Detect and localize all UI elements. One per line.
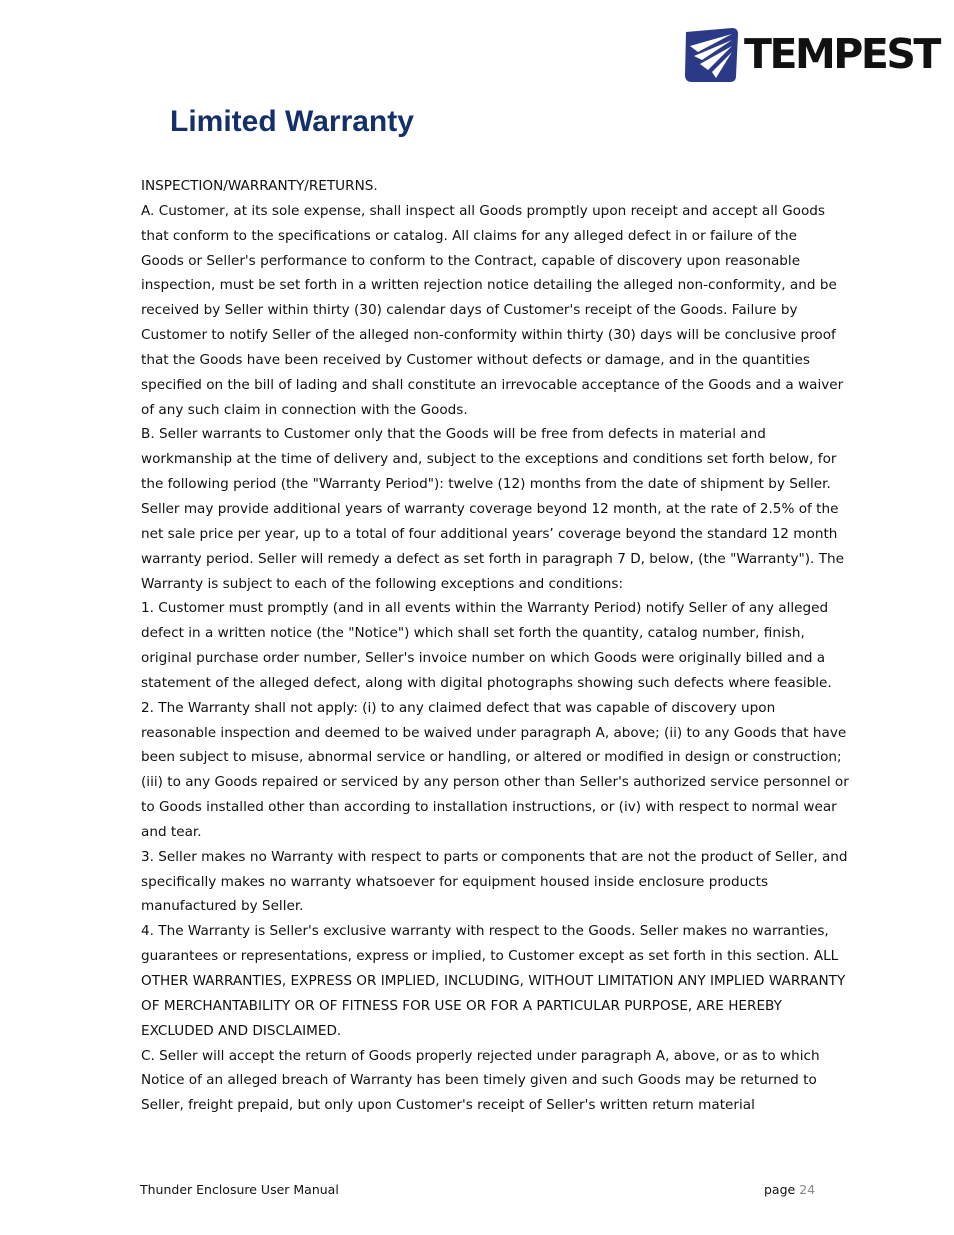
- text-line: original purchase order number, Seller's invoice number on which Goods were originally billed and a: [141, 650, 826, 667]
- text-line: received by Seller within thirty (30) calendar days of Customer's receipt of the Goods. Failure by: [141, 302, 798, 319]
- text-line: Warranty is subject to each of the following exceptions and conditions:: [141, 575, 624, 592]
- text-line: (iii) to any Goods repaired or serviced by any person other than Seller's authorized service personnel or: [141, 774, 849, 791]
- footer-manual-title: Thunder Enclosure User Manual: [140, 1182, 339, 1197]
- text-line: OTHER WARRANTIES, EXPRESS OR IMPLIED, INCLUDING, WITHOUT LIMITATION ANY IMPLIED WARRANTY: [141, 973, 846, 989]
- warranty-text: [141, 174, 847, 1118]
- text-line: of any such claim in connection with the Goods.: [141, 401, 468, 418]
- text-line: Customer to notify Seller of the alleged non-conformity within thirty (30) days will be conclusive proof: [141, 327, 836, 344]
- text-line: the following period (the "Warranty Period"): twelve (12) months from the date of shipment by Seller.: [141, 476, 831, 493]
- text-line: that the Goods have been received by Customer without defects or damage, and in the quantities: [141, 351, 810, 368]
- text-line: B. Seller warrants to Customer only that the Goods will be free from defects in material and: [141, 426, 766, 443]
- tempest-logo-icon: [682, 26, 740, 84]
- text-line: Seller may provide additional years of warranty coverage beyond 12 month, at the rate of 2.5% of the: [141, 500, 839, 517]
- text-line: Notice of an alleged breach of Warranty has been timely given and such Goods may be returned to: [141, 1072, 817, 1089]
- text-line: 1. Customer must promptly (and in all events within the Warranty Period) notify Seller of any alleged: [141, 600, 829, 617]
- text-line: and tear.: [141, 823, 202, 840]
- footer-page-number: 24: [799, 1182, 816, 1197]
- text-line: 2. The Warranty shall not apply: (i) to any claimed defect that was capable of discovery upon: [141, 699, 776, 716]
- text-line: guarantees or representations, express or implied, to Customer except as set forth in this section. ALL: [141, 948, 839, 965]
- text-line: Goods or Seller's performance to conform to the Contract, capable of discovery upon reasonable: [141, 252, 801, 269]
- text-line: inspection, must be set forth in a written rejection notice detailing the alleged non-conformity, and be: [141, 277, 837, 294]
- text-line: OF MERCHANTABILITY OR OF FITNESS FOR USE OR FOR A PARTICULAR PURPOSE, ARE HEREBY: [141, 997, 782, 1014]
- text-line: been subject to misuse, abnormal service or handling, or altered or modified in design or construction;: [141, 749, 842, 766]
- text-line: EXCLUDED AND DISCLAIMED.: [141, 1022, 342, 1039]
- text-line: specifically makes no warranty whatsoever for equipment housed inside enclosure products: [141, 873, 769, 890]
- footer-page: [764, 1182, 815, 1197]
- text-line: C. Seller will accept the return of Goods properly rejected under paragraph A, above, or as to which: [141, 1047, 820, 1064]
- text-line: that conform to the specifications or catalog. All claims for any alleged defect in or failure of the: [141, 227, 798, 244]
- text-line: workmanship at the time of delivery and, subject to the exceptions and conditions set forth below, for: [141, 451, 837, 468]
- text-line: specified on the bill of lading and shall constitute an irrevocable acceptance of the Goods and a waiver: [141, 376, 844, 393]
- page-title: Limited Warranty: [170, 105, 414, 138]
- footer-page-label: page: [764, 1182, 796, 1197]
- text-line: defect in a written notice (the "Notice") which shall set forth the quantity, catalog number, finish,: [141, 625, 805, 642]
- tempest-logo: [682, 26, 939, 86]
- text-line: reasonable inspection and deemed to be waived under paragraph A, above; (ii) to any Goods that have: [141, 724, 847, 741]
- text-line: 4. The Warranty is Seller's exclusive warranty with respect to the Goods. Seller makes no warranties,: [141, 923, 829, 940]
- text-line: A. Customer, at its sole expense, shall inspect all Goods promptly upon receipt and accept all Goods: [141, 202, 826, 219]
- text-line: net sale price per year, up to a total of four additional years’ coverage beyond the standard 12 month: [141, 525, 838, 542]
- logo-wordmark: TEMPEST: [744, 30, 939, 78]
- text-line: 3. Seller makes no Warranty with respect to parts or components that are not the product of Seller, and: [141, 848, 848, 865]
- text-line: warranty period. Seller will remedy a defect as set forth in paragraph 7 D, below, (the "Warranty"). The: [141, 550, 844, 567]
- text-line: manufactured by Seller.: [141, 898, 304, 915]
- text-line: Seller, freight prepaid, but only upon Customer's receipt of Seller's written return material: [141, 1097, 755, 1114]
- text-line: to Goods installed other than according to installation instructions, or (iv) with respect to normal wear: [141, 799, 837, 816]
- text-line: INSPECTION/WARRANTY/RETURNS.: [141, 178, 378, 194]
- text-line: statement of the alleged defect, along with digital photographs showing such defects where feasible.: [141, 674, 832, 691]
